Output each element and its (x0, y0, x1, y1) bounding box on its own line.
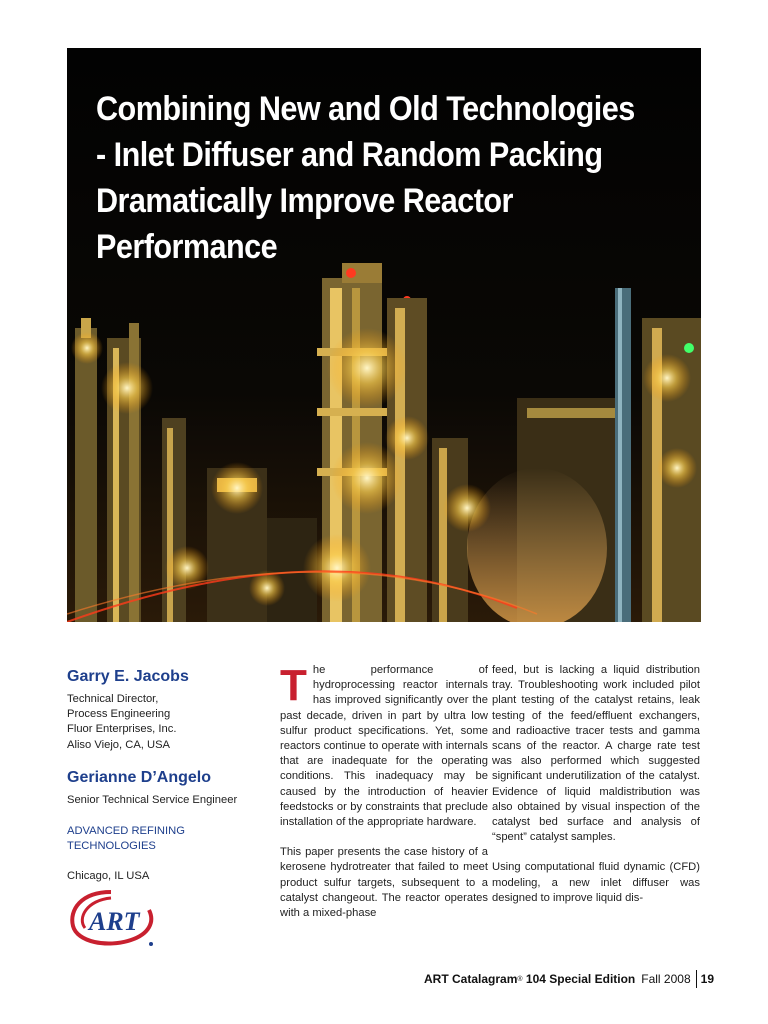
author-detail: Aliso Viejo, CA, USA (67, 738, 171, 751)
company-name (67, 824, 267, 854)
author-detail: Technical Director, (67, 693, 159, 705)
author-name: Gerianne D’Angelo (67, 768, 212, 786)
body-paragraph (280, 663, 488, 830)
body-paragraph: feed, but is lacking a liquid distribution tray. Troubleshooting work included pilot plant testing of the catalyst retains, leak testing of the feed/effluent exchangers, and radioactive tracer tests and gamma scans of the reactor. A charge rate test was also performed which suggested significant underutilization of the catalyst. Evidence of liquid maldistribution was also obtained by visual inspection of the catalyst bed surface and analysis of “spent” catalyst samples. (492, 664, 700, 844)
article-title: Combining New and Old Technologies - Inlet Diffuser and Random Packing Dramatically Improve Reactor Performance (96, 90, 635, 266)
page-footer (424, 970, 714, 988)
drop-cap: T (280, 661, 307, 710)
author-detail: Senior Technical Service Engineer (67, 793, 238, 806)
company-name-line: TECHNOLOGIES (67, 840, 156, 853)
body-paragraph: Using computational fluid dynamic (CFD) modeling, a new inlet diffuser was designed to improve liquid dis- (492, 861, 700, 904)
edition-label: 104 Special Edition (525, 972, 636, 986)
art-logo-icon (67, 888, 157, 950)
author-2 (67, 769, 267, 808)
body-paragraph: This paper presents the case history of a kerosene hydrotreater that failed to meet product sulfur targets, subsequent to a catalyst changeout. The reactor operates with a mixed-phase (280, 846, 488, 920)
body-column-1 (280, 663, 488, 936)
page-number: 19 (696, 970, 714, 988)
author-panel (67, 668, 267, 882)
hero-image (67, 48, 701, 622)
author-detail: Fluor Enterprises, Inc. (67, 723, 177, 736)
registered-mark: ® (517, 975, 523, 983)
body-column-2 (492, 663, 700, 921)
author-1 (67, 668, 267, 753)
logo-text: ART (89, 907, 140, 936)
company-location: Chicago, IL USA (67, 870, 150, 883)
author-name: Garry E. Jacobs (67, 668, 189, 685)
author-detail: Process Engineering (67, 708, 171, 721)
issue-date: Fall 2008 (641, 972, 691, 986)
company-name-line: ADVANCED REFINING (67, 825, 185, 838)
paragraph-text: he performance of hydroprocessing reactor internals has improved significantly over the past decade, driven in part by ultra low sulfur product specifications. Yet, some reactors continue to operate with internals that are inadequate for the operating conditions. This inadequacy may be caused by the introduction of heavier feedstocks or by constraints that preclude installation of the appropriate hardware. (280, 664, 488, 829)
publication-name: ART Catalagram (424, 972, 518, 986)
